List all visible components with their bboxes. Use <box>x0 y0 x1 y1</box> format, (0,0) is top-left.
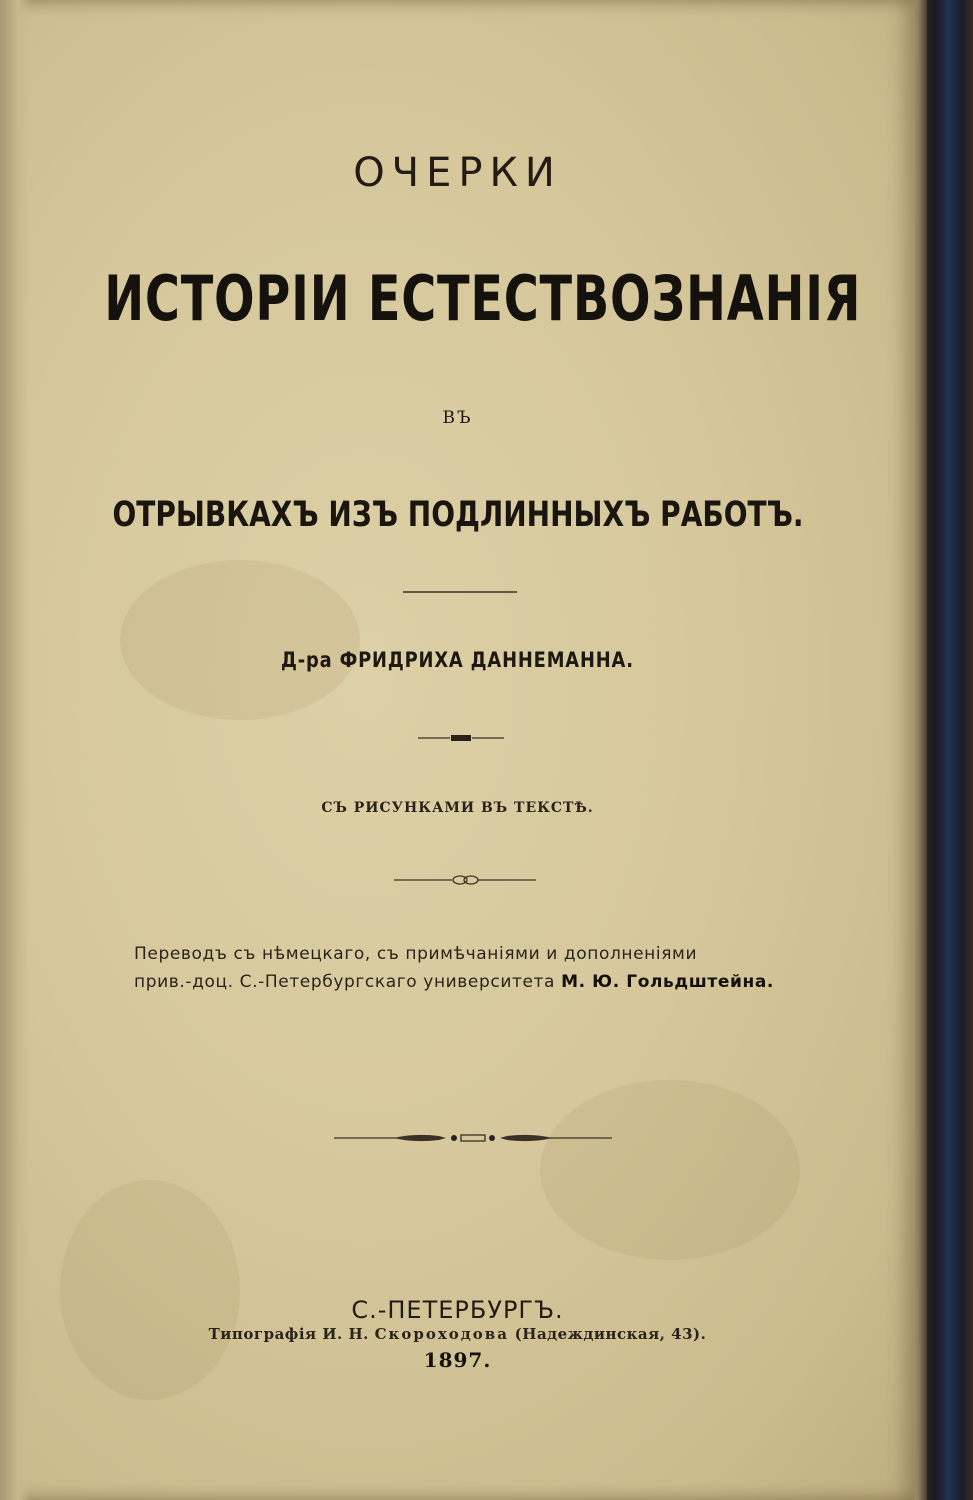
ornament-divider <box>334 1130 612 1146</box>
rule-divider <box>403 588 517 596</box>
ornament-divider <box>394 874 536 886</box>
printer-name: Скороходова <box>374 1325 509 1343</box>
printer-line <box>0 1325 915 1343</box>
paper-stain <box>540 1080 800 1260</box>
heading-small: ОЧЕРКИ <box>353 150 562 196</box>
translation-line-1: Переводъ съ нѣмецкаго, съ примѣчанiями и дополненiями <box>134 944 698 964</box>
translation-line-2-prefix: прив.-доц. С.-Петербургскаго университета <box>134 972 562 992</box>
illustrations-note: СЪ РИСУНКАМИ ВЪ ТЕКСТѢ. <box>321 800 594 816</box>
translation-line-2 <box>134 972 774 992</box>
city: С.-ПЕТЕРБУРГЪ. <box>351 1296 564 1324</box>
publication-year: 1897. <box>423 1348 492 1372</box>
subtitle: ОТРЫВКАХЪ ИЗЪ ПОДЛИННЫХЪ РАБОТЪ. <box>112 495 804 535</box>
author-line: Д-ра ФРИДРИХА ДАННЕМАННА. <box>280 648 634 672</box>
page-left-edge <box>0 0 30 1500</box>
heading-main: ИСТОРIИ ЕСТЕСТВОЗНАНIЯ <box>104 262 862 335</box>
paper-stain <box>120 560 360 720</box>
connector-word: ВЪ <box>442 408 473 428</box>
printer-address: (Надеждинская, 43). <box>508 1325 707 1343</box>
translator-name: М. Ю. Гольдштейна. <box>561 972 774 992</box>
printer-prefix: Типографiя И. Н. <box>208 1325 375 1343</box>
ornament-divider <box>418 732 504 744</box>
